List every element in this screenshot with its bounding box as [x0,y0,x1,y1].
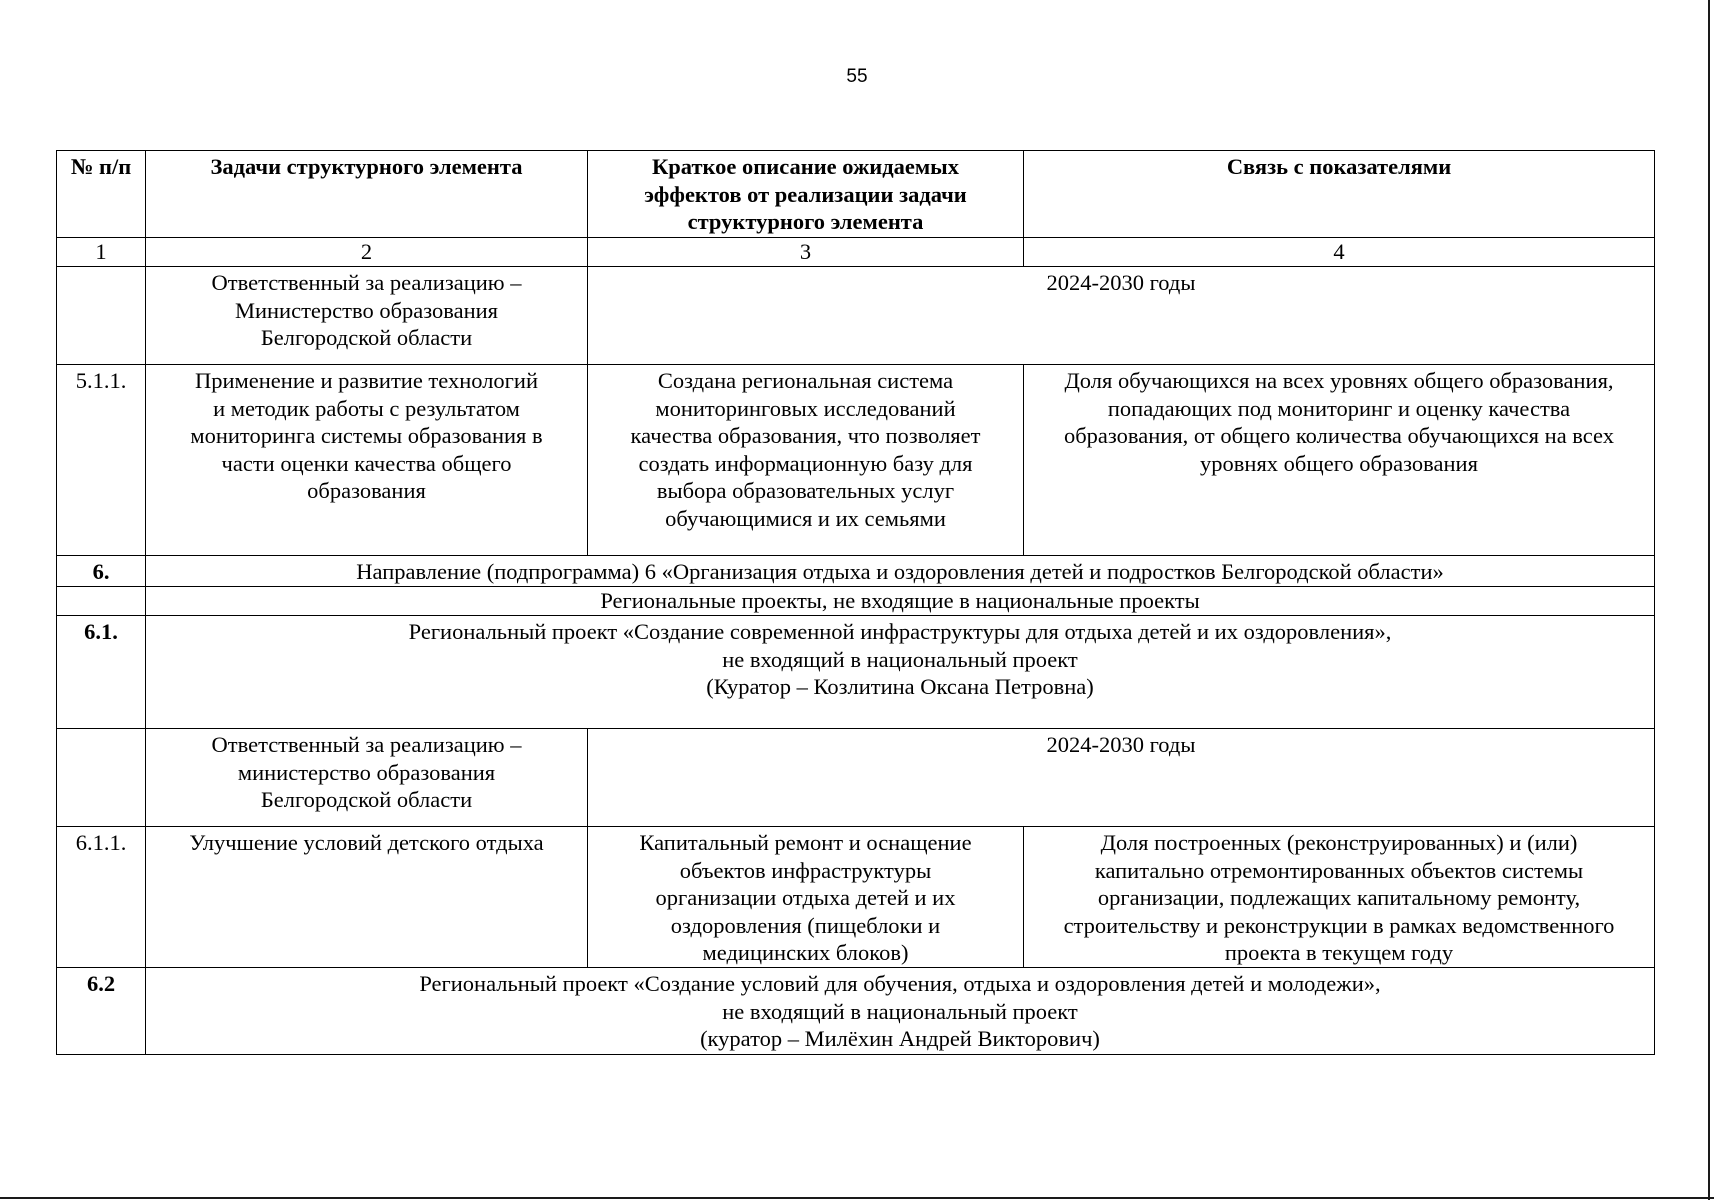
task-row [57,365,1655,556]
task-indicator-line: Доля построенных (реконструированных) и (или) [1100,830,1578,855]
project-title-line: не входящий в национальный проект [722,646,1078,672]
task-effect [588,827,1024,968]
column-number-3: 3 [588,238,1024,267]
regional-projects-row [57,587,1655,616]
task-description: Улучшение условий детского отдыха [146,827,588,968]
task-description-line: образования [307,478,426,503]
task-effect-line: выбора образовательных услуг [656,478,955,503]
project-row [57,616,1655,729]
direction-title: Направление (подпрограмма) 6 «Организация отдыха и оздоровления детей и подростков Белгородской области» [146,556,1655,587]
task-description-line: части оценки качества общего [221,450,512,476]
project-title-line: (Куратор – Козлитина Оксана Петровна) [706,674,1094,699]
task-indicator-line: строительству и реконструкции в рамках ведомственного [1063,912,1615,938]
responsible-row [57,267,1655,365]
task-effect-line: оздоровления (пищеблоки и [670,912,941,938]
responsible-number-cell [57,729,146,827]
task-indicator-line: Доля обучающихся на всех уровнях общего образования, [1064,368,1614,393]
project-title [146,616,1655,729]
header-number: № п/п [57,151,146,238]
responsible-number-cell [57,267,146,365]
task-effect-line: Капитальный ремонт и оснащение [639,830,972,855]
project-title [146,968,1655,1055]
header-row [57,151,1655,238]
header-effects: Краткое описание ожидаемых эффектов от реализации задачи структурного элемента [588,151,1024,238]
task-description-line: и методик работы с результатом [213,395,520,421]
responsible-label-line: Белгородской области [260,787,473,812]
responsible-label-line: Ответственный за реализацию – [211,270,522,295]
task-indicator-line: попадающих под мониторинг и оценку качества [1107,395,1571,421]
header-tasks: Задачи структурного элемента [146,151,588,238]
responsible-label [146,267,588,365]
task-effect-line: обучающимися и их семьями [665,505,946,531]
regional-projects-number-cell [57,587,146,616]
responsible-label-line: Ответственный за реализацию – [211,732,522,757]
task-description-line: Применение и развитие технологий [195,368,538,393]
task-indicator-line: образования, от общего количества обучающихся на всех [1063,423,1614,448]
task-indicator-line: проекта в текущем году [1224,940,1454,965]
responsible-label-line: Белгородской области [260,325,473,350]
page-edge-bottom [0,1197,1714,1199]
page-edge-right [1708,0,1710,1200]
project-title-line: Региональный проект «Создание условий для обучения, отдыха и оздоровления детей и молодежи», [419,971,1381,996]
column-number-2: 2 [146,238,588,267]
task-number: 5.1.1. [57,365,146,556]
project-number: 6.2 [57,968,146,1055]
task-effect-line: организации отдыха детей и их [655,885,956,910]
task-indicator-line: капитально отремонтированных объектов системы [1094,857,1584,883]
task-effect-line: объектов инфраструктуры [679,857,932,883]
task-effect-line: создать информационную базу для [638,450,973,476]
responsible-period: 2024-2030 годы [588,729,1655,827]
task-description-line: мониторинга системы образования в [190,423,543,448]
header-indicators: Связь с показателями [1024,151,1655,238]
project-row [57,968,1655,1055]
column-number-1: 1 [57,238,146,267]
direction-row [57,556,1655,587]
task-number: 6.1.1. [57,827,146,968]
responsible-row [57,729,1655,827]
responsible-label [146,729,588,827]
regional-projects-title: Региональные проекты, не входящие в национальные проекты [146,587,1655,616]
task-row [57,827,1655,968]
responsible-period: 2024-2030 годы [588,267,1655,365]
column-number-4: 4 [1024,238,1655,267]
task-indicator-line: уровнях общего образования [1200,450,1478,476]
task-indicator-line: организации, подлежащих капитальному ремонту, [1097,885,1581,910]
project-title-line: не входящий в национальный проект [722,998,1078,1024]
task-effect-line: медицинских блоков) [702,940,909,965]
program-table [56,150,1655,1055]
page-number: 55 [846,66,868,87]
project-title-line: Региональный проект «Создание современной инфраструктуры для отдыха детей и их оздоровления», [408,619,1392,644]
responsible-label-line: Министерство образования [234,297,499,323]
task-description [146,365,588,556]
task-effect [588,365,1024,556]
task-effect-line: Создана региональная система [657,368,954,393]
project-title-line: (куратор – Милёхин Андрей Викторович) [700,1026,1100,1051]
responsible-label-line: министерство образования [237,759,496,785]
task-indicator [1024,365,1655,556]
project-number: 6.1. [57,616,146,729]
task-effect-line: мониторинговых исследований [655,395,956,421]
task-indicator [1024,827,1655,968]
task-effect-line: качества образования, что позволяет [630,423,981,448]
direction-number: 6. [57,556,146,587]
column-number-row [57,238,1655,267]
